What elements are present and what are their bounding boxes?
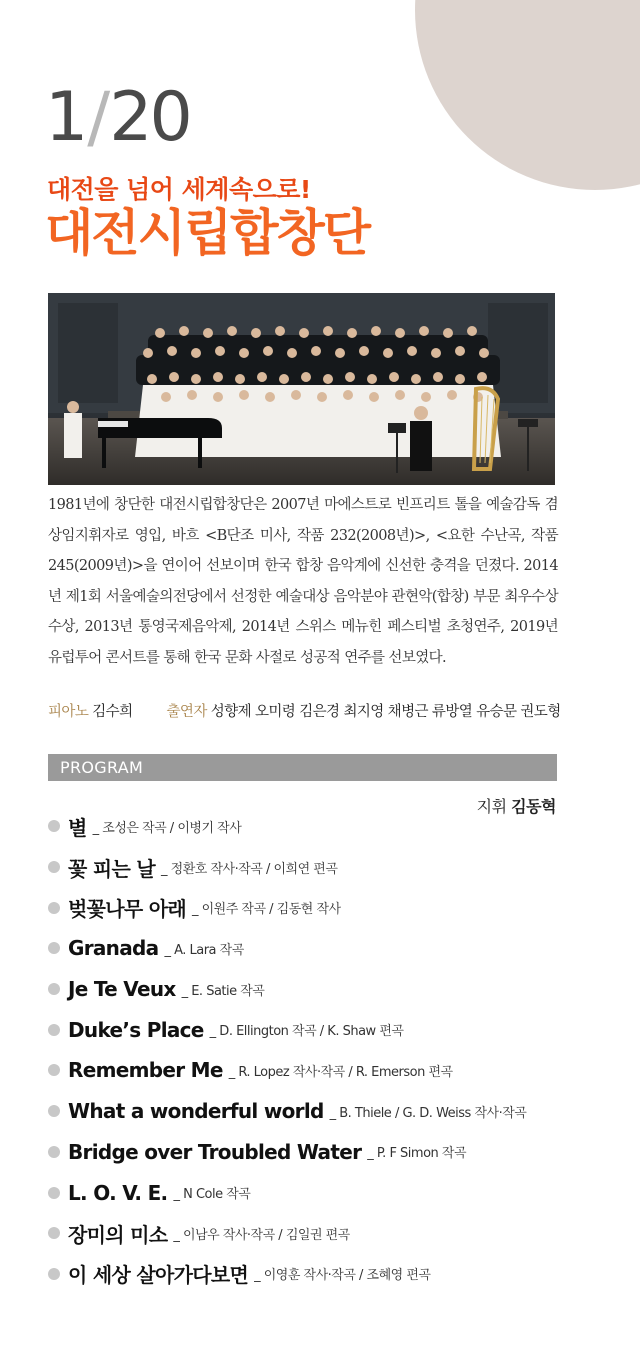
program-item <box>48 1091 588 1132</box>
program-item-credit: _ 이영훈 작사·작곡 / 조혜영 편곡 <box>254 1268 431 1284</box>
event-title: 대전시립합창단 <box>45 204 370 262</box>
program-item-title: 장미의 미소 <box>68 1222 168 1247</box>
program-item-title: L. O. V. E. <box>68 1180 168 1205</box>
bullet-icon <box>48 1146 60 1158</box>
cast-names: 성향제 오미령 김은경 최지영 채병근 류방열 유승문 권도형 <box>210 704 561 720</box>
program-item <box>48 1132 588 1173</box>
program-item-title: 별 <box>68 815 87 840</box>
choir-photo-illustration <box>48 293 555 485</box>
program-item-credit: _ R. Lopez 작사·작곡 / R. Emerson 편곡 <box>228 1064 453 1080</box>
bullet-icon <box>48 1064 60 1076</box>
cast-label: 출연자 <box>166 704 207 720</box>
program-item-credit: _ D. Ellington 작곡 / K. Shaw 편곡 <box>209 1024 404 1040</box>
bullet-icon <box>48 861 60 873</box>
program-item-title: Bridge over Troubled Water <box>68 1139 362 1164</box>
choir-description: 1981년에 창단한 대전시립합창단은 2007년 마에스트로 빈프리트 톨을 예술감독 겸 상임지휘자로 영입, 바흐 <B단조 미사, 작품 232(2008년)>, <요한 수난곡, 작품 245(2009년)>을 연이어 선보이며 한국 합창 음악계에 신선한 충격을 던졌다. 2014년 제1회 서울예술의전당에서 선정한 예술대상 음악분야 관현악(합창) 부문 최우수상 수상, 2013년 통영국제음악제, 2014년 스위스 메뉴힌 페스티벌 초청연주, 2019년 유럽투어 콘서트를 통해 한국 문화 사절로 성공적 연주를 선보였다. <box>48 497 558 666</box>
program-item <box>48 1009 588 1050</box>
piano-label: 피아노 <box>48 704 89 720</box>
program-item <box>48 1254 588 1295</box>
date-separator: / <box>87 78 108 157</box>
program-item-title: 이 세상 살아가다보면 <box>68 1263 249 1288</box>
bullet-icon <box>48 1227 60 1239</box>
bullet-icon <box>48 942 60 954</box>
bullet-icon <box>48 1268 60 1280</box>
bullet-icon <box>48 1187 60 1199</box>
program-item-title: 꽃 피는 날 <box>68 856 156 881</box>
program-item-credit: _ E. Satie 작곡 <box>181 983 265 999</box>
program-item <box>48 1050 588 1091</box>
program-item-credit: _ 이남우 작사·작곡 / 김일권 편곡 <box>173 1227 350 1243</box>
piano-name: 김수희 <box>92 704 133 720</box>
program-item <box>48 847 588 888</box>
program-item-title: Remember Me <box>68 1058 223 1083</box>
program-item-credit: _ P. F Simon 작곡 <box>367 1146 467 1162</box>
bullet-icon <box>48 820 60 832</box>
program-item-credit: _ N Cole 작곡 <box>173 1187 251 1203</box>
program-item-credit: _ B. Thiele / G. D. Weiss 작사·작곡 <box>329 1105 527 1121</box>
bullet-icon <box>48 1024 60 1036</box>
bullet-icon <box>48 983 60 995</box>
program-list <box>48 806 588 1294</box>
performer-credits <box>48 700 561 721</box>
event-subtitle: 대전을 넘어 세계속으로! <box>47 175 311 204</box>
program-item-title: Granada <box>68 936 159 961</box>
program-item-credit: _ 이원주 작곡 / 김동현 작사 <box>191 902 341 918</box>
bullet-icon <box>48 1105 60 1117</box>
program-item-title: What a wonderful world <box>68 1099 324 1124</box>
program-item <box>48 806 588 847</box>
program-item-credit: _ A. Lara 작곡 <box>164 942 244 958</box>
program-item-title: 벚꽃나무 아래 <box>68 897 186 922</box>
decorative-circle <box>415 0 640 190</box>
bullet-icon <box>48 902 60 914</box>
program-item-title: Duke’s Place <box>68 1017 204 1042</box>
program-item <box>48 928 588 969</box>
choir-photo <box>48 293 555 485</box>
program-item <box>48 969 588 1010</box>
conductor-name: 김동혁 <box>511 797 556 816</box>
date-day: 20 <box>109 78 190 157</box>
program-heading: PROGRAM <box>48 754 557 781</box>
program-item-credit: _ 정환호 작사·작곡 / 이희연 편곡 <box>161 861 338 877</box>
program-item-credit: _ 조성은 작곡 / 이병기 작사 <box>92 820 242 836</box>
program-item-title: Je Te Veux <box>68 977 176 1002</box>
date-month: 1 <box>45 78 86 157</box>
program-item <box>48 1172 588 1213</box>
event-date <box>45 78 190 158</box>
program-item <box>48 887 588 928</box>
conductor-label: 지휘 <box>476 797 507 816</box>
program-item <box>48 1213 588 1254</box>
